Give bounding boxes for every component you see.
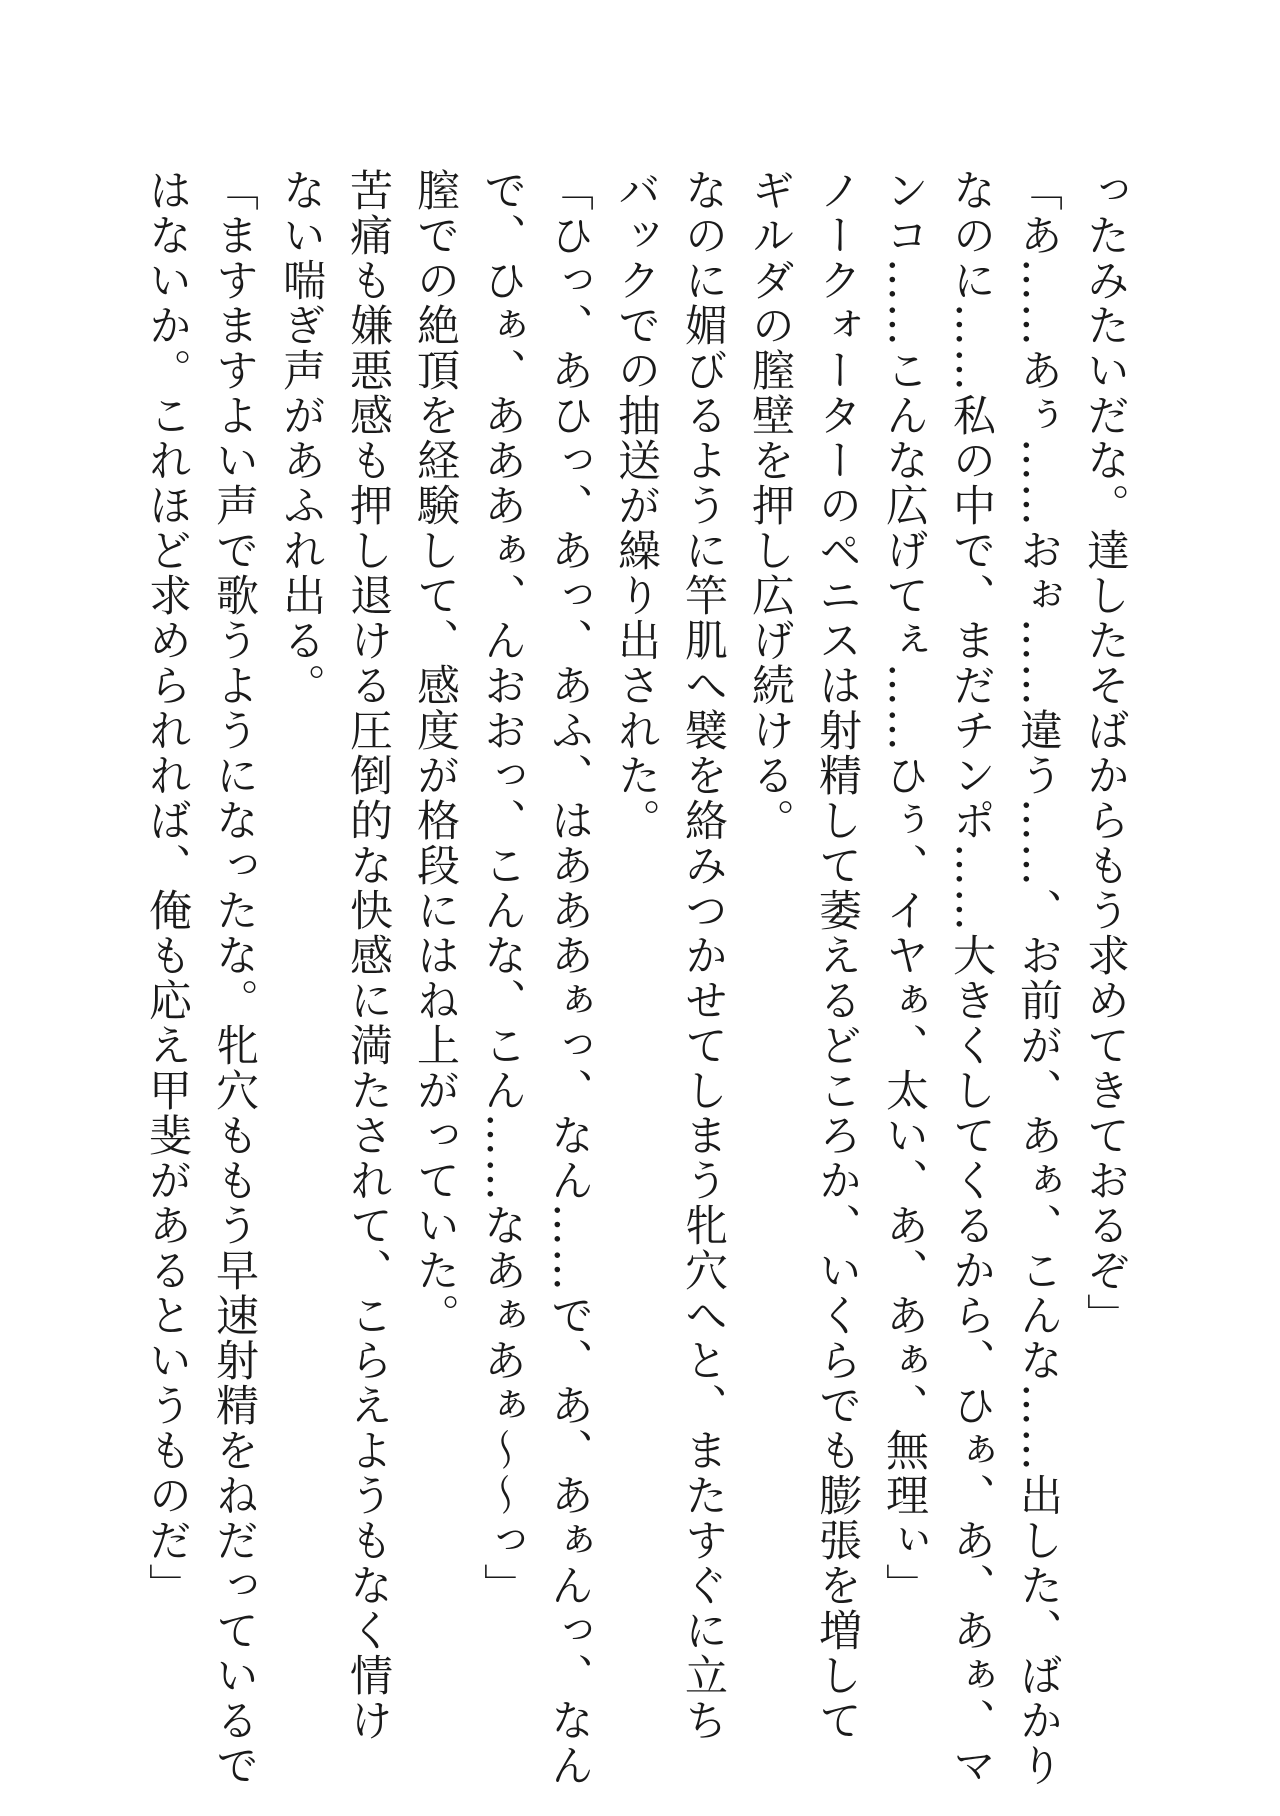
text-line: 苦痛も嫌悪感も押し退ける圧倒的な快感に満たされて、こらえようもなく情け [343,168,393,1743]
text-line: 「ますますよい声で歌うようになったな。牝穴ももう早速射精をねだっているで [209,168,259,1788]
text-line: なのに……私の中で、まだチンポ……大きくしてくるから、ひぁ、あ、あぁ、マ [946,168,996,1788]
text-line: バックでの抽送が繰り出された。 [611,168,661,843]
text-line: なのに媚びるように竿肌へ襞を絡みつかせてしまう牝穴へと、またすぐに立ち [678,168,728,1743]
text-line: 「ひっ、あひっ、あっ、あふ、はあああぁっ、なん……で、あ、あぁんっ、なん [544,168,594,1788]
text-line: はないか。これほど求められれば、俺も応え甲斐があるというものだ」 [142,168,192,1608]
text-line: ノークォーターのペニスは射精して萎えるどころか、いくらでも膨張を増して [812,168,862,1743]
text-line: ギルダの膣壁を押し広げ続ける。 [745,168,795,843]
text-line: 「あ……あぅ……おぉ……違う……、お前が、あぁ、こんな……出した、ばかり [1013,168,1063,1788]
text-line: 膣での絶頂を経験して、感度が格段にはね上がっていた。 [410,168,460,1338]
text-line: ない喘ぎ声があふれ出る。 [276,168,326,708]
text-line: ったみたいだな。達したそばからもう求めてきておるぞ」 [1080,168,1130,1338]
text-line: で、ひぁ、あああぁ、んおおっ、こんな、こん……なあぁあぁ～～っ」 [477,168,527,1608]
vertical-text-body [133,168,1138,1788]
text-line: ンコ……こんな広げてぇ……ひぅ、イヤぁ、太い、あ、あぁ、無理ぃ」 [879,168,929,1608]
